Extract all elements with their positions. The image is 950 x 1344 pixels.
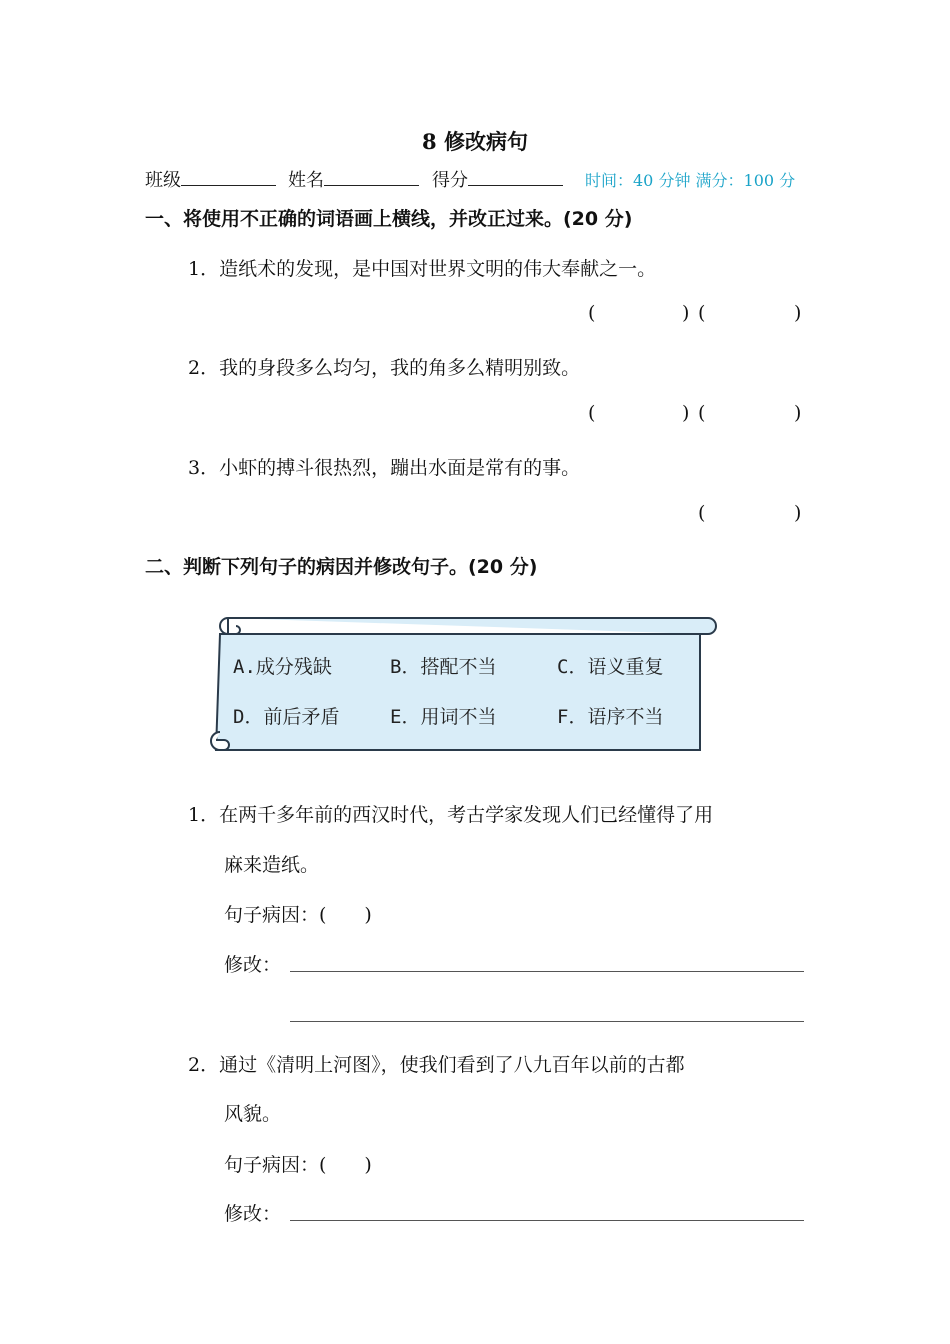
class-label: 班级 <box>145 170 181 191</box>
name-field[interactable] <box>288 166 419 192</box>
answer-paren[interactable]: ) <box>794 402 802 424</box>
option-f: F．语序不当 <box>557 706 664 728</box>
score-field[interactable] <box>432 166 563 192</box>
s2-question-1-line1: 1．在两千多年前的西汉时代，考古学家发现人们已经懂得了用 <box>188 804 714 826</box>
answer-paren[interactable]: ( <box>588 302 596 324</box>
fix-answer-line[interactable] <box>290 1220 804 1221</box>
answer-paren[interactable]: ( <box>698 302 706 324</box>
answer-paren[interactable]: ( <box>698 502 706 524</box>
s2-question-2-line2: 风貌。 <box>224 1103 282 1125</box>
answer-paren[interactable]: ( <box>588 402 596 424</box>
fix-label: 修改： <box>224 1203 282 1225</box>
answer-paren[interactable]: ( <box>698 402 706 424</box>
page-title: 8 修改病句 <box>422 129 528 154</box>
section1-heading: 一、将使用不正确的词语画上横线，并改正过来。(20 分) <box>145 208 633 230</box>
class-field[interactable] <box>145 166 276 192</box>
options-scroll <box>200 610 720 758</box>
option-e: E．用词不当 <box>390 706 497 728</box>
s2-question-1-line2: 麻来造纸。 <box>224 854 320 876</box>
fix-answer-line[interactable] <box>290 971 804 972</box>
section2-heading: 二、判断下列句子的病因并修改句子。(20 分) <box>145 556 538 578</box>
name-label: 姓名 <box>288 170 324 191</box>
cause-field[interactable]: 句子病因：( ) <box>224 1154 372 1176</box>
option-c: C．语义重复 <box>557 656 664 678</box>
cause-field[interactable]: 句子病因：( ) <box>224 904 372 926</box>
s2-question-2-line1: 2．通过《清明上河图》，使我们看到了八九百年以前的古都 <box>188 1054 685 1076</box>
fix-label: 修改： <box>224 954 282 976</box>
option-b: B．搭配不当 <box>390 656 497 678</box>
s1-question-3: 3．小虾的搏斗很热烈，蹦出水面是常有的事。 <box>188 457 581 479</box>
score-label: 得分 <box>432 170 468 191</box>
s1-question-2: 2．我的身段多么均匀，我的角多么精明别致。 <box>188 357 581 379</box>
answer-paren[interactable]: ) <box>682 302 690 324</box>
answer-paren[interactable]: ) <box>794 302 802 324</box>
answer-paren[interactable]: ) <box>794 502 802 524</box>
answer-paren[interactable]: ) <box>682 402 690 424</box>
fix-answer-line[interactable] <box>290 1021 804 1022</box>
time-info: 时间：40 分钟 满分：100 分 <box>585 171 796 190</box>
option-d: D．前后矛盾 <box>233 706 340 728</box>
option-a: A.成分残缺 <box>233 656 332 678</box>
s1-question-1: 1．造纸术的发现，是中国对世界文明的伟大奉献之一。 <box>188 258 657 280</box>
